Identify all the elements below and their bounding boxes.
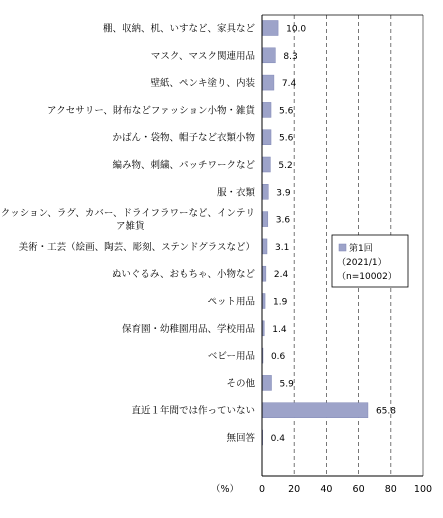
bar: [262, 184, 268, 199]
value-label: 3.1: [274, 242, 290, 253]
category-label: かばん・袋物、帽子など衣類小物: [112, 132, 255, 144]
bar: [262, 130, 271, 145]
category-label: 直近１年間では作っていない: [131, 405, 255, 417]
value-label: 5.2: [278, 161, 293, 171]
category-label: 保育園・幼稚園用品、学校用品: [121, 323, 255, 335]
bar: [262, 102, 271, 117]
legend-text: （n=10002）: [337, 272, 397, 282]
bar: [262, 239, 267, 254]
value-label: 1.4: [272, 324, 287, 335]
category-label: 壁紙、ペンキ塗り、内装: [150, 78, 255, 90]
category-label: 服・衣類: [216, 187, 255, 199]
bar: [262, 75, 274, 90]
unit-label: （%）: [210, 484, 240, 495]
value-label: 10.0: [286, 24, 307, 35]
bar: [262, 266, 266, 281]
x-tick-label: 100: [413, 484, 433, 495]
value-label: 2.4: [273, 270, 289, 281]
category-label: ペット用品: [207, 296, 255, 308]
category-label: その他: [226, 378, 255, 390]
category-label: 編み物、刺繍、パッチワークなど: [112, 160, 255, 171]
value-label: 3.9: [276, 188, 291, 199]
value-labels: [271, 25, 397, 445]
category-label-line: クッション、ラグ、カバー、ドライフラワーなど、インテリ: [0, 208, 255, 220]
value-label: 7.4: [281, 79, 297, 90]
category-label: マスク、マスク関連用品: [150, 50, 255, 62]
value-label: 1.9: [273, 297, 288, 308]
bar: [262, 403, 368, 418]
bar: [262, 21, 278, 36]
bar: [262, 212, 268, 227]
category-label: ぬいぐるみ、おもちゃ、小物など: [111, 269, 255, 281]
x-tick-label: 40: [320, 484, 333, 495]
bar: [262, 157, 270, 172]
value-label: 5.6: [279, 133, 294, 144]
value-label: 0.6: [270, 352, 286, 363]
bar: [262, 48, 275, 63]
category-label: 無回答: [226, 433, 255, 444]
legend-swatch: [339, 244, 346, 251]
legend-text: 第1回: [349, 244, 373, 254]
category-label: [1, 208, 255, 232]
value-label: 5.9: [279, 379, 294, 390]
category-labels: [1, 23, 256, 445]
category-label: 美術・工芸（絵画、陶芸、彫刻、ステンドグラスなど）: [18, 241, 255, 253]
legend-text: （2021/1）: [337, 258, 387, 268]
value-label: 3.6: [275, 215, 291, 226]
value-label: 8.3: [283, 51, 298, 62]
category-label: 棚、収納、机、いすなど、家具など: [102, 23, 255, 35]
category-label-line: ア雑貨: [116, 221, 145, 233]
legend: [332, 235, 408, 287]
value-label: 5.6: [279, 106, 294, 117]
x-tick-label: 80: [384, 484, 397, 495]
value-label: 65.8: [375, 406, 396, 417]
category-label: ベビー用品: [207, 351, 255, 363]
x-tick-label: 0: [258, 484, 266, 495]
x-tick-label: 60: [352, 484, 365, 495]
value-label: 0.4: [270, 434, 285, 444]
category-label: アクセサリー、財布などファッション小物・雑貨: [47, 105, 255, 117]
bar: [262, 375, 271, 390]
bars: [262, 21, 368, 446]
x-tick-label: 20: [288, 484, 301, 495]
